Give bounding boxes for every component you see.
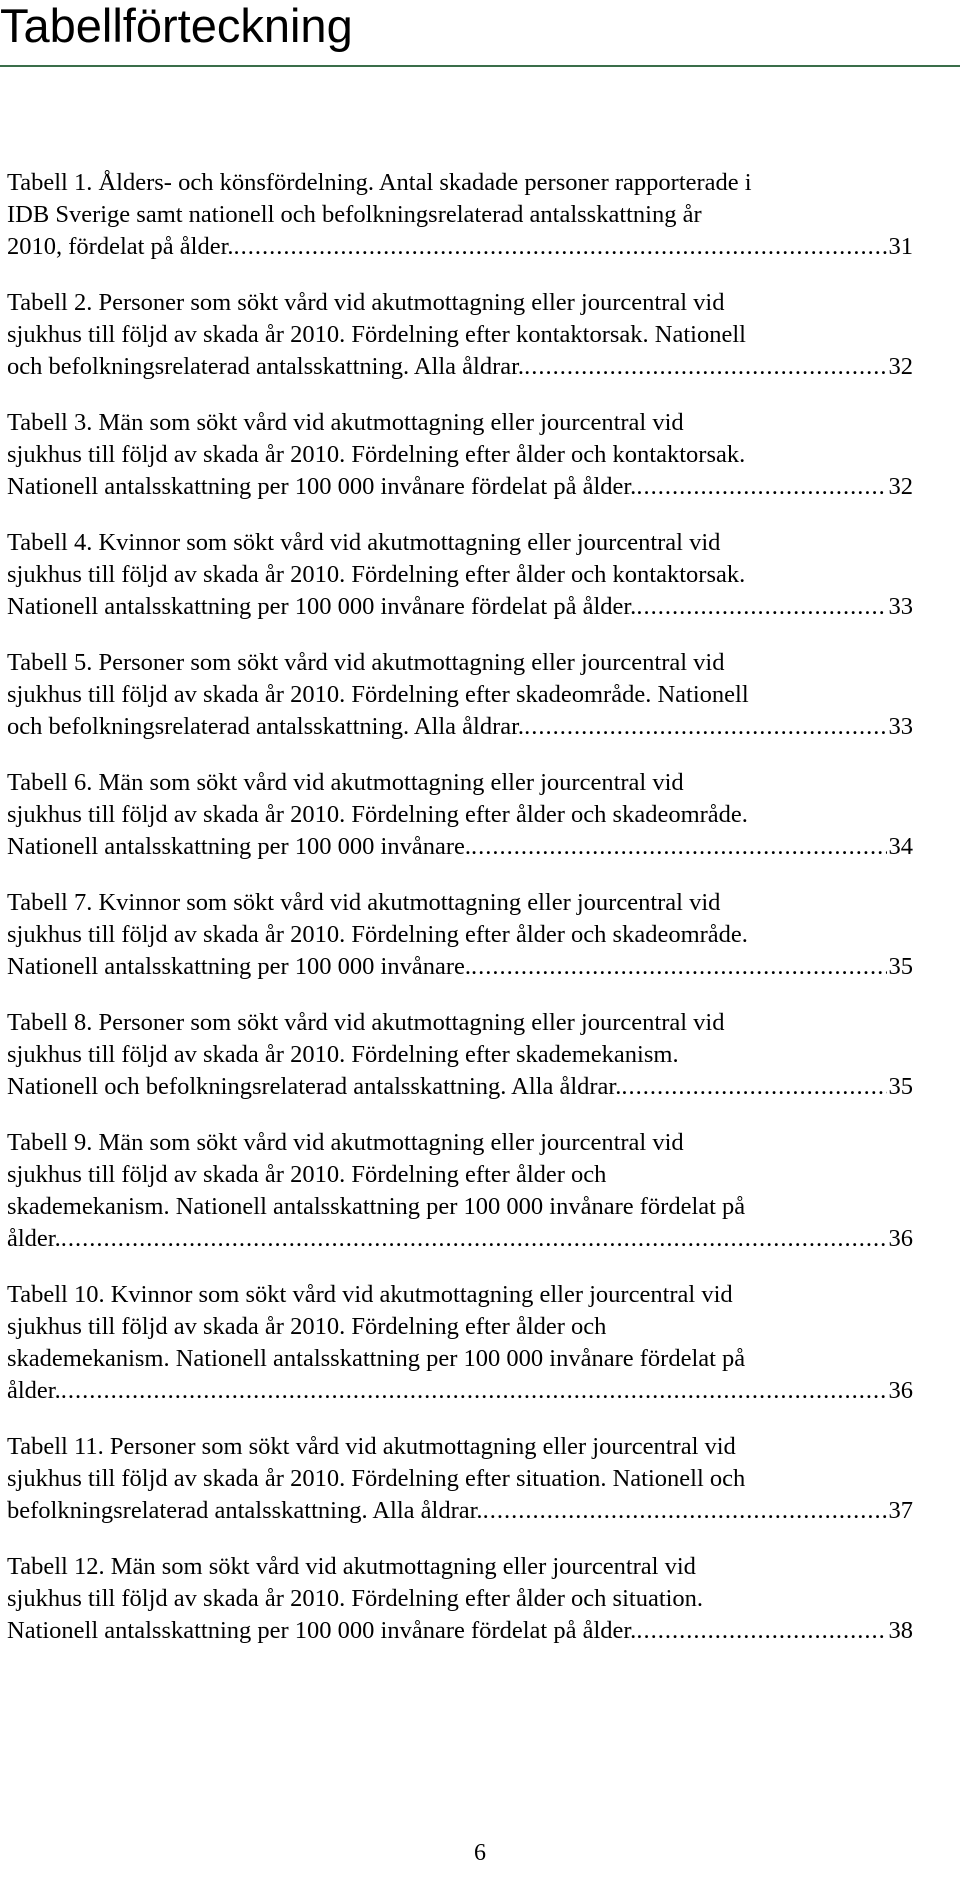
toc-page-number[interactable]: 35 xyxy=(888,953,913,980)
toc-entry-text: Tabell 12. Män som sökt vård vid akutmottagning eller jourcentral vid xyxy=(7,1553,696,1580)
toc-entry-text: sjukhus till följd av skada år 2010. Fördelning efter ålder och xyxy=(7,1313,607,1340)
toc-entry-text: sjukhus till följd av skada år 2010. Fördelning efter ålder och skadeområde. xyxy=(7,801,748,828)
toc-entry-last-line xyxy=(7,1071,913,1103)
toc-page-number[interactable]: 31 xyxy=(888,233,913,260)
toc-entry-text: Tabell 4. Kvinnor som sökt vård vid akutmottagning eller jourcentral vid xyxy=(7,529,721,556)
toc-entry[interactable] xyxy=(7,1007,913,1103)
toc-entry-text: Tabell 9. Män som sökt vård vid akutmottagning eller jourcentral vid xyxy=(7,1129,684,1156)
toc-entry[interactable] xyxy=(7,1431,913,1527)
toc-entry[interactable] xyxy=(7,527,913,623)
toc-entry[interactable] xyxy=(7,887,913,983)
toc-page-number[interactable]: 32 xyxy=(888,353,913,380)
toc-entry-text: 2010, fördelat på ålder. xyxy=(7,233,234,260)
toc-entry-text: sjukhus till följd av skada år 2010. Fördelning efter ålder och kontaktorsak. xyxy=(7,441,746,468)
toc-page-number[interactable]: 36 xyxy=(888,1377,913,1404)
toc-page-number[interactable]: 33 xyxy=(888,713,913,740)
toc-entry-text: sjukhus till följd av skada år 2010. Fördelning efter ålder och situation. xyxy=(7,1585,704,1612)
dot-leader xyxy=(524,711,886,743)
heading-underline xyxy=(0,65,960,67)
toc-entry-last-line xyxy=(7,831,913,863)
toc-entry[interactable] xyxy=(7,767,913,863)
dot-leader xyxy=(636,1615,886,1647)
toc-entry-text: sjukhus till följd av skada år 2010. Fördelning efter ålder och skadeområde. xyxy=(7,921,748,948)
toc-entry-text: sjukhus till följd av skada år 2010. Fördelning efter skademekanism. xyxy=(7,1041,679,1068)
dot-leader xyxy=(636,471,886,503)
toc-entry-last-line xyxy=(7,711,913,743)
toc-page-number[interactable]: 37 xyxy=(888,1497,913,1524)
dot-leader xyxy=(621,1071,886,1103)
toc-entry-text: Tabell 2. Personer som sökt vård vid akutmottagning eller jourcentral vid xyxy=(7,289,725,316)
toc-entry-text: Nationell antalsskattning per 100 000 invånare fördelat på ålder. xyxy=(7,473,637,500)
toc-entry-text: IDB Sverige samt nationell och befolkningsrelaterad antalsskattning år xyxy=(7,201,702,228)
toc-entry-text: Nationell antalsskattning per 100 000 invånare. xyxy=(7,953,472,980)
toc-entry-text: ålder. xyxy=(7,1377,61,1404)
toc-entry-text: och befolkningsrelaterad antalsskattning. Alla åldrar. xyxy=(7,713,525,740)
toc-entry-last-line xyxy=(7,591,913,623)
toc-entry-text: Tabell 7. Kvinnor som sökt vård vid akutmottagning eller jourcentral vid xyxy=(7,889,721,916)
toc-entry-last-line xyxy=(7,1375,913,1407)
page-number: 6 xyxy=(474,1840,486,1866)
toc-entry[interactable] xyxy=(7,1127,913,1255)
toc-entry[interactable] xyxy=(7,1551,913,1647)
toc-entry-text: befolkningsrelaterad antalsskattning. Alla åldrar. xyxy=(7,1497,483,1524)
toc-page-number[interactable]: 33 xyxy=(888,593,913,620)
toc-entry[interactable] xyxy=(7,407,913,503)
toc-entry-text: Tabell 3. Män som sökt vård vid akutmottagning eller jourcentral vid xyxy=(7,409,684,436)
dot-leader xyxy=(636,591,886,623)
toc-entry-text: Nationell och befolkningsrelaterad antalsskattning. Alla åldrar. xyxy=(7,1073,622,1100)
dot-leader xyxy=(61,1375,887,1407)
toc-entry-text: skademekanism. Nationell antalsskattning per 100 000 invånare fördelat på xyxy=(7,1193,746,1220)
toc-entry-text: sjukhus till följd av skada år 2010. Fördelning efter skadeområde. Nationell xyxy=(7,681,749,708)
toc-entry-text: Nationell antalsskattning per 100 000 invånare fördelat på ålder. xyxy=(7,1617,637,1644)
toc-entry-text: ålder. xyxy=(7,1225,61,1252)
dot-leader xyxy=(483,1495,887,1527)
toc-entry-text: Tabell 8. Personer som sökt vård vid akutmottagning eller jourcentral vid xyxy=(7,1009,725,1036)
toc-entry-last-line xyxy=(7,231,913,263)
toc-entry[interactable] xyxy=(7,1279,913,1407)
toc-entry-text: skademekanism. Nationell antalsskattning per 100 000 invånare fördelat på xyxy=(7,1345,746,1372)
toc-entry-text: Tabell 5. Personer som sökt vård vid akutmottagning eller jourcentral vid xyxy=(7,649,725,676)
toc-entry-last-line xyxy=(7,1223,913,1255)
toc-entry-text: sjukhus till följd av skada år 2010. Fördelning efter kontaktorsak. Nationell xyxy=(7,321,746,348)
toc-entry-last-line xyxy=(7,471,913,503)
toc-entry[interactable] xyxy=(7,167,913,263)
dot-leader xyxy=(471,951,886,983)
page-heading: Tabellförteckning xyxy=(0,0,353,52)
toc-page-number[interactable]: 38 xyxy=(888,1617,913,1644)
toc-entry-text: sjukhus till följd av skada år 2010. Fördelning efter ålder och kontaktorsak. xyxy=(7,561,746,588)
dot-leader xyxy=(524,351,886,383)
table-of-tables xyxy=(7,167,913,1671)
toc-entry-text: Tabell 1. Ålders- och könsfördelning. Antal skadade personer rapporterade i xyxy=(7,169,752,196)
toc-entry-text: Tabell 10. Kvinnor som sökt vård vid akutmottagning eller jourcentral vid xyxy=(7,1281,733,1308)
toc-entry-text: Nationell antalsskattning per 100 000 invånare fördelat på ålder. xyxy=(7,593,637,620)
toc-entry-text: Nationell antalsskattning per 100 000 invånare. xyxy=(7,833,472,860)
toc-entry[interactable] xyxy=(7,287,913,383)
toc-page-number[interactable]: 36 xyxy=(888,1225,913,1252)
toc-entry[interactable] xyxy=(7,647,913,743)
dot-leader xyxy=(234,231,887,263)
toc-page-number[interactable]: 35 xyxy=(888,1073,913,1100)
toc-entry-text: Tabell 11. Personer som sökt vård vid akutmottagning eller jourcentral vid xyxy=(7,1433,736,1460)
toc-page-number[interactable]: 32 xyxy=(888,473,913,500)
toc-entry-text: sjukhus till följd av skada år 2010. Fördelning efter ålder och xyxy=(7,1161,607,1188)
toc-page-number[interactable]: 34 xyxy=(888,833,913,860)
toc-entry-last-line xyxy=(7,351,913,383)
dot-leader xyxy=(61,1223,887,1255)
dot-leader xyxy=(471,831,886,863)
toc-entry-text: Tabell 6. Män som sökt vård vid akutmottagning eller jourcentral vid xyxy=(7,769,684,796)
toc-entry-last-line xyxy=(7,1495,913,1527)
toc-entry-last-line xyxy=(7,1615,913,1647)
toc-entry-last-line xyxy=(7,951,913,983)
toc-entry-text: sjukhus till följd av skada år 2010. Fördelning efter situation. Nationell och xyxy=(7,1465,746,1492)
toc-entry-text: och befolkningsrelaterad antalsskattning. Alla åldrar. xyxy=(7,353,525,380)
